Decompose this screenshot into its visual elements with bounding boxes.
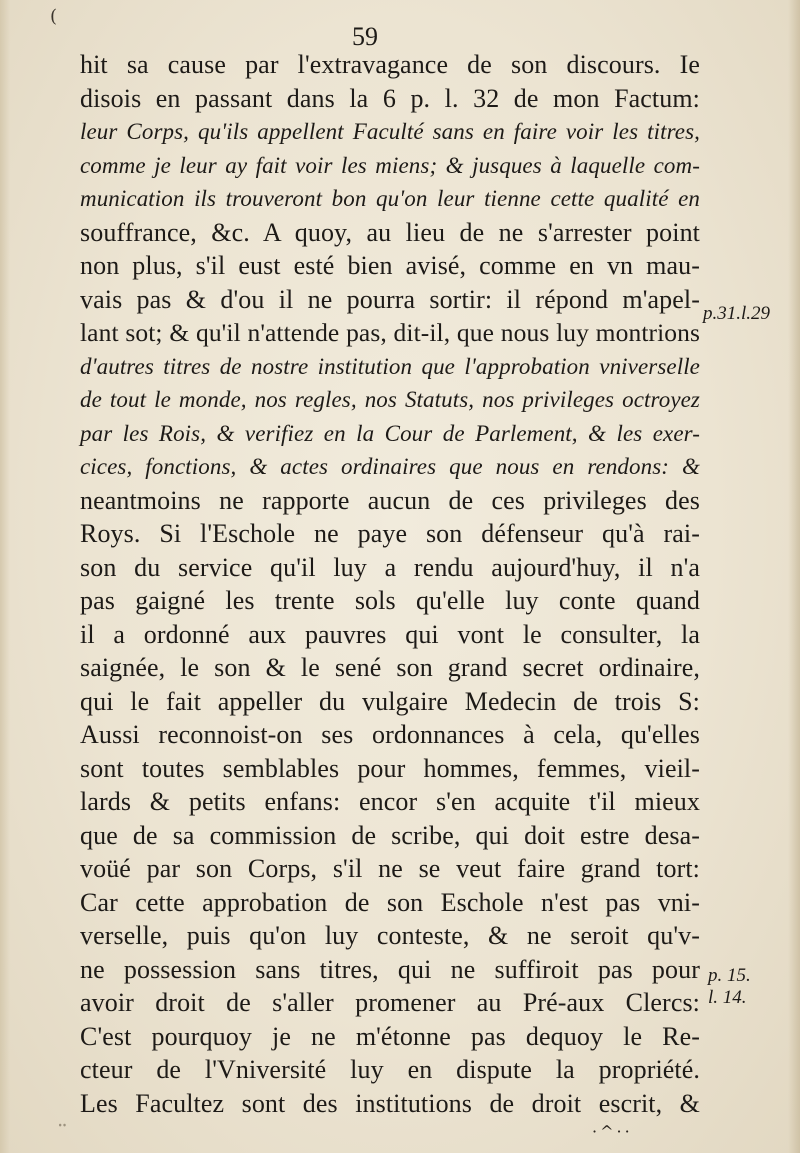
text-line: Car cette approbation de son Eschole n'est pas vni- [80,887,700,917]
text-line: il a ordonné aux pauvres qui vont le consulter, la [80,619,700,649]
text-line: sont toutes semblables pour hommes, femmes, vieil- [80,753,700,783]
text-line: cteur de l'Vniversité luy en dispute la propriété. [80,1055,700,1084]
text-line: comme je leur ay fait voir les miens; & jusques à laquelle com- [80,152,700,178]
text-line: cices, fonctions, & actes ordinaires que nous en rendons: & [80,454,700,479]
text-line: lards & petits enfans: encor s'en acquite t'il mieux [80,787,700,816]
margin-note [708,965,768,1009]
corner-mark: ( [50,6,58,27]
margin-note-line: l. 14. [708,987,747,1008]
text-line: de tout le monde, nos regles, nos Statuts, nos privileges octroyez [80,387,700,412]
text-line: leur Corps, qu'ils appellent Faculté sans en faire voir les titres, [80,119,700,144]
text-line: C'est pourquoy je ne m'étonne pas dequoy le Re- [80,1021,700,1051]
text-line: que de sa commission de scribe, qui doit estre desa- [80,820,700,850]
text-line: avoir droit de s'aller promener au Pré-aux Clercs: [80,988,700,1017]
text-line: munication ils trouveront bon qu'on leur tienne cette qualité en [80,186,700,211]
text-line: pas gaigné les trente sols qu'elle luy conte quand [80,586,700,615]
text-line: son du service qu'il luy a rendu aujourd'huy, il n'a [80,552,700,582]
text-line: hit sa cause par l'extravagance de son discours. Ie [80,50,700,79]
text-line: neantmoins ne rapporte aucun de ces privileges des [80,485,700,515]
text-line: saignée, le son & le sené son grand secret ordinaire, [80,653,700,682]
printer-ornament: ·^·· [592,1122,633,1141]
text-line: ne possession sans titres, qui ne suffiroit pas pour [80,954,700,984]
text-line: disois en passant dans la 6 p. l. 32 de mon Factum: [80,83,700,113]
text-line: vais pas & d'ou il ne pourra sortir: il répond m'apel- [80,284,700,314]
text-line: Les Facultez sont des institutions de droit escrit, & [80,1088,700,1118]
ink-smudge: ꞏꞏ [58,1118,67,1134]
text-line: Roys. Si l'Eschole ne paye son défenseur qu'à rai- [80,519,700,548]
text-line: d'autres titres de nostre institution que l'approbation vniverselle [80,353,700,379]
margin-note: p.31.l.29 [703,303,771,324]
page-edge-left [0,0,10,1153]
page-edge-right [788,0,800,1153]
text-line: Aussi reconnoist-on ses ordonnances à cela, qu'elles [80,720,700,749]
body-text [80,48,700,1120]
text-line: verselle, puis qu'on luy conteste, & ne seroit qu'v- [80,921,700,950]
text-line: qui le fait appeller du vulgaire Medecin de trois S: [80,686,700,716]
text-line: par les Rois, & verifiez en la Cour de Parlement, & les exer- [80,420,700,446]
text-line: non plus, s'il eust esté bien avisé, comme en vn mau- [80,251,700,280]
text-line: voüé par son Corps, s'il ne se veut faire grand tort: [80,854,700,883]
text-line: souffrance, &c. A quoy, au lieu de ne s'arrester point [80,217,700,247]
margin-note-line: p. 15. [708,965,751,986]
page-number: 59 [352,22,378,51]
text-line: lant sot; & qu'il n'attende pas, dit-il, que nous luy montrions [80,318,700,347]
